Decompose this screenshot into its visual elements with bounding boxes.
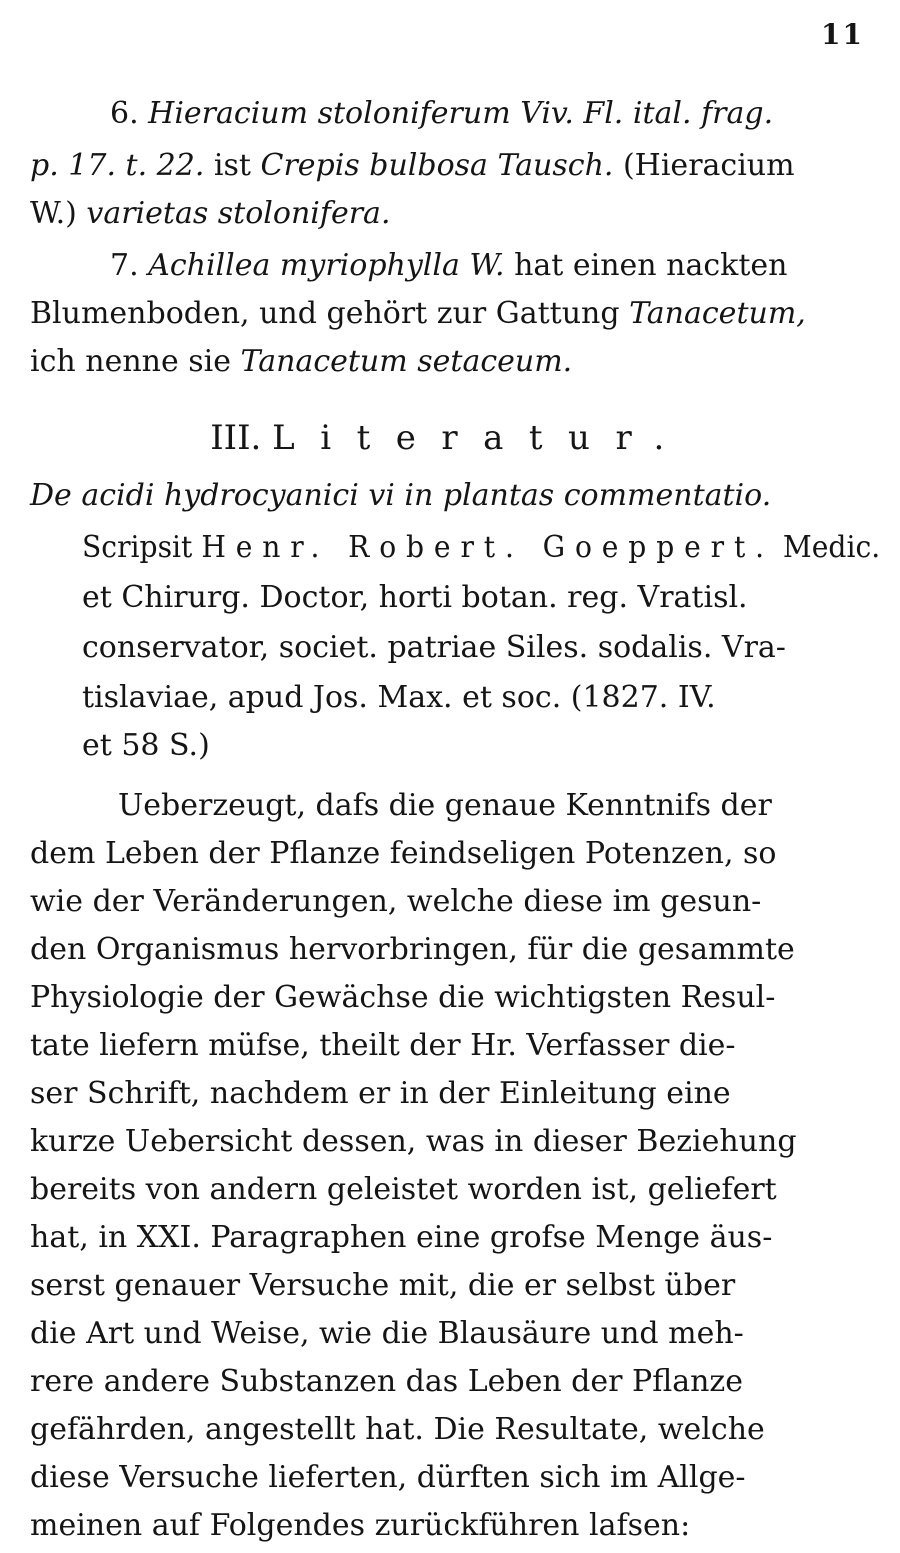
body-line: diese Versuche lieferten, dürften sich im Allge- xyxy=(30,1460,746,1495)
note-6-synonym: Crepis bulbosa Tausch. xyxy=(260,148,614,183)
body-line: tate liefern müfse, theilt der Hr. Verfasser die- xyxy=(30,1028,736,1063)
note-7-number: 7. xyxy=(110,248,139,283)
note-7-line-1 xyxy=(110,248,787,284)
body-line: dem Leben der Pflanze feindseligen Potenzen, so xyxy=(30,836,777,871)
note-6-line-1 xyxy=(110,96,878,132)
citation-line-2 xyxy=(82,530,880,566)
body-line: den Organismus hervorbringen, für die gesammte xyxy=(30,932,795,967)
section-title: Literatur. xyxy=(272,418,690,458)
citation-title: De acidi hydrocyanici vi in plantas commentatio. xyxy=(30,478,772,513)
citation-author: Henr. Robert. Goeppert. xyxy=(201,530,774,565)
note-7-line-3 xyxy=(30,344,572,380)
citation-line-5: tislaviae, apud Jos. Max. et soc. (1827. IV. xyxy=(82,680,716,715)
body-line: rere andere Substanzen das Leben der Pflanze xyxy=(30,1364,743,1399)
body-line: wie der Veränderungen, welche diese im gesun- xyxy=(30,884,762,919)
body-line: Physiologie der Gewächse die wichtigsten Resul- xyxy=(30,980,776,1015)
note-6-title: Hieracium stoloniferum Viv. Fl. ital. frag. xyxy=(148,96,774,131)
section-numeral: III. xyxy=(210,418,262,458)
citation-line-4: conservator, societ. patriae Siles. sodalis. Vra- xyxy=(82,630,786,665)
note-6-ref: p. 17. t. 22. xyxy=(30,148,205,183)
body-line: bereits von andern geleistet worden ist, geliefert xyxy=(30,1172,777,1207)
body-line: die Art und Weise, wie die Blausäure und meh- xyxy=(30,1316,744,1351)
note-6-author: W.) xyxy=(30,196,87,231)
body-line: Ueberzeugt, dafs die genaue Kenntnifs der xyxy=(118,788,772,823)
citation-line-6: et 58 S.) xyxy=(82,728,210,763)
page-number: 11 xyxy=(821,18,864,51)
note-7-species: Achillea myriophylla W. xyxy=(148,248,505,283)
body-line: serst genauer Versuche mit, die er selbst über xyxy=(30,1268,736,1303)
citation-scripsit: Scripsit xyxy=(82,530,202,565)
note-7-text: hat einen nackten xyxy=(504,248,788,283)
note-7-text-2: Blumenboden, und gehört zur Gattung xyxy=(30,296,630,331)
body-line: hat, in XXI. Paragraphen eine grofse Menge äus- xyxy=(30,1220,773,1255)
citation-degree: Medic. xyxy=(773,530,881,565)
note-6-line-3 xyxy=(30,196,390,232)
note-6-variety: varietas stolonifera. xyxy=(86,196,391,231)
note-6-paren-open: (Hieracium xyxy=(613,148,795,183)
note-7-genus: Tanacetum, xyxy=(629,296,806,331)
body-line: ser Schrift, nachdem er in der Einleitung eine xyxy=(30,1076,731,1111)
body-line: meinen auf Folgendes zurückführen lafsen: xyxy=(30,1508,691,1543)
note-7-line-2 xyxy=(30,296,806,332)
note-6-connector: ist xyxy=(204,148,261,183)
body-line: kurze Uebersicht dessen, was in dieser Beziehung xyxy=(30,1124,797,1159)
note-7-new-name: Tanacetum setaceum. xyxy=(240,344,573,379)
citation-line-3: et Chirurg. Doctor, horti botan. reg. Vratisl. xyxy=(82,580,748,615)
section-heading xyxy=(0,418,900,458)
note-6-line-2 xyxy=(30,148,795,184)
note-6-number: 6. xyxy=(110,96,139,131)
note-7-text-3: ich nenne sie xyxy=(30,344,241,379)
body-line: gefährden, angestellt hat. Die Resultate, welche xyxy=(30,1412,765,1447)
